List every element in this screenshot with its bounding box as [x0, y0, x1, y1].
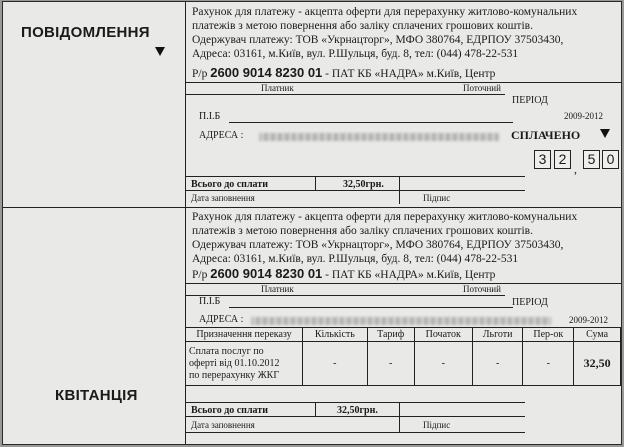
receipt-payer-label: Платник: [261, 284, 294, 294]
notice-total-bottom: [185, 190, 525, 191]
receipt-header: [192, 210, 612, 266]
col-recalc: Пер-ок: [523, 328, 574, 342]
notice-rule-1: [185, 82, 621, 83]
receipt-rule-1: [185, 283, 621, 284]
notice-total-sep: [315, 176, 316, 190]
notice-paid-arrow-icon: [600, 129, 610, 138]
receipt-rule-2: [185, 295, 505, 296]
purpose-line2: оферті від 01.10.2012: [189, 357, 280, 369]
services-table-row: [186, 342, 621, 386]
paid-digit-2: 2: [554, 150, 571, 169]
receipt-header-line4: Адреса: 03161, м.Київ, вул. Р.Шульця, буд. 8, тел: (044) 478-22-531: [192, 253, 519, 265]
col-tariff: Тариф: [367, 328, 414, 342]
receipt-account-prefix: Р/р: [192, 269, 208, 281]
col-purpose: Призначення переказу: [186, 328, 303, 342]
purpose-cell: [186, 342, 303, 386]
notice-account-line: [192, 66, 495, 81]
receipt-name-line: [229, 307, 513, 308]
notice-address-redacted: [259, 133, 499, 141]
col-sum: Сума: [574, 328, 621, 342]
notice-total-label: Всього до сплати: [191, 179, 268, 190]
paid-digit-1: 3: [534, 150, 551, 169]
notice-name-label: П.І.Б: [199, 111, 221, 122]
sum-cell: 32,50: [574, 342, 621, 386]
section-divider: [3, 207, 621, 208]
notice-name-line: [229, 122, 513, 123]
receipt-total-sep: [315, 402, 316, 416]
notice-header: [192, 5, 612, 61]
receipt-label: КВІТАНЦІЯ: [55, 387, 138, 404]
receipt-period-label: ПЕРІОД: [512, 297, 548, 308]
notice-current-label: Поточний: [463, 83, 501, 93]
start-cell: -: [414, 342, 472, 386]
notice-header-line3: Одержувач платежу: ТОВ «Укрнацторг», МФО 380764, ЕДРПОУ 37503430,: [192, 34, 564, 46]
paid-decimal-comma: ,: [574, 162, 577, 176]
notice-account-number: 2600 9014 8230 01: [210, 65, 323, 80]
receipt-account-number: 2600 9014 8230 01: [210, 266, 323, 281]
notice-total-top: [185, 176, 525, 177]
receipt-period-value: 2009-2012: [569, 315, 608, 325]
receipt-name-label: П.І.Б: [199, 296, 221, 307]
receipt-header-line3: Одержувач платежу: ТОВ «Укрнацторг», МФО 380764, ЕДРПОУ 37503430,: [192, 239, 564, 251]
notice-signature-label: Підпис: [423, 193, 451, 203]
notice-address-label: АДРЕСА :: [199, 130, 244, 141]
col-quantity: Кількість: [303, 328, 368, 342]
notice-paid-label: СПЛАЧЕНО: [511, 128, 581, 142]
tariff-cell: -: [367, 342, 414, 386]
notice-period-label: ПЕРІОД: [512, 95, 548, 106]
receipt-address-redacted: [251, 317, 551, 325]
paid-digit-3: 5: [583, 150, 600, 169]
col-benefits: Льготи: [472, 328, 523, 342]
receipt-fill-date-label: Дата заповнення: [191, 420, 255, 430]
quantity-cell: -: [303, 342, 368, 386]
receipt-total-top: [185, 402, 525, 403]
receipt-bottom-rule: [185, 432, 525, 433]
notice-rule-2: [185, 94, 505, 95]
col-start: Початок: [414, 328, 472, 342]
receipt-total-bottom: [185, 416, 525, 417]
notice-header-line1: Рахунок для платежу - акцепта оферти для перерахунку житлово-комунальних: [192, 6, 578, 18]
receipt-total-value: 32,50грн.: [337, 405, 378, 416]
purpose-line3: по перерахунку ЖКГ: [189, 369, 280, 381]
notice-account-prefix: Р/р: [192, 68, 208, 80]
notice-header-line4: Адреса: 03161, м.Київ, вул. Р.Шульця, буд. 8, тел: (044) 478-22-531: [192, 48, 519, 60]
receipt-current-label: Поточний: [463, 284, 501, 294]
receipt-address-label: АДРЕСА :: [199, 314, 244, 325]
notice-payer-label: Платник: [261, 83, 294, 93]
notice-label: ПОВІДОМЛЕННЯ: [21, 24, 150, 41]
services-table: [185, 327, 621, 386]
payment-form: [2, 1, 622, 445]
receipt-signature-label: Підпис: [423, 420, 451, 430]
notice-period-value: 2009-2012: [564, 111, 603, 121]
notice-header-line2: платежів з метою повернення або заліку сплачених грошових коштів.: [192, 20, 533, 32]
paid-digit-4: 0: [602, 150, 619, 169]
purpose-line1: Сплата послуг по: [189, 345, 264, 357]
notice-total-value: 32,50грн.: [343, 179, 384, 190]
receipt-header-line2: платежів з метою повернення або заліку сплачених грошових коштів.: [192, 225, 533, 237]
notice-bank: - ПАТ КБ «НАДРА» м.Київ, Центр: [325, 68, 496, 80]
services-table-header-row: [186, 328, 621, 342]
benefits-cell: -: [472, 342, 523, 386]
notice-fill-date-label: Дата заповнення: [191, 193, 255, 203]
receipt-total-label: Всього до сплати: [191, 405, 268, 416]
receipt-header-line1: Рахунок для платежу - акцепта оферти для перерахунку житлово-комунальних: [192, 211, 578, 223]
receipt-total-sep2: [399, 402, 400, 432]
notice-arrow-icon: [155, 47, 165, 56]
receipt-bank: - ПАТ КБ «НАДРА» м.Київ, Центр: [325, 269, 496, 281]
receipt-account-line: [192, 267, 495, 282]
recalc-cell: -: [523, 342, 574, 386]
